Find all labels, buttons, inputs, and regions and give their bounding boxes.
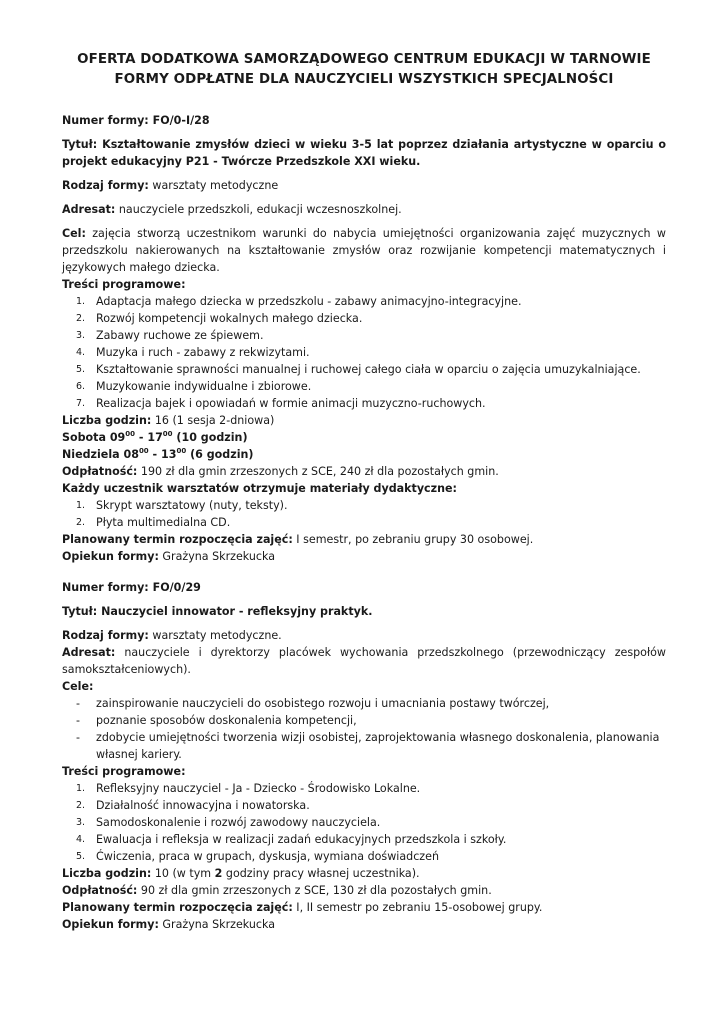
- header-line-1: OFERTA DODATKOWA SAMORZĄDOWEGO CENTRUM EDUKACJI W TARNOWIE: [77, 52, 651, 67]
- list-item: [62, 797, 666, 814]
- form-fee: [62, 882, 666, 899]
- form-type-label: Rodzaj formy:: [62, 629, 149, 642]
- list-item: [62, 514, 666, 531]
- schedule-text: - 17: [135, 431, 163, 444]
- form-hours-value-tail: godziny pracy własnej uczestnika).: [222, 867, 420, 880]
- form-number: [62, 579, 666, 596]
- form-addressee-label: Adresat:: [62, 203, 116, 216]
- list-text: Płyta multimedialna CD.: [96, 516, 231, 529]
- list-item: [62, 327, 666, 344]
- form-start: [62, 899, 666, 916]
- form-hours-value: 16 (1 sesja 2-dniowa): [151, 414, 275, 427]
- list-item: [62, 712, 666, 729]
- list-text: Działalność innowacyjna i nowatorska.: [96, 799, 310, 812]
- list-text: Adaptacja małego dziecka w przedszkolu - zabawy animacyjno-integracyjne.: [96, 295, 522, 308]
- schedule-text: (6 godzin): [186, 448, 254, 461]
- list-dash: -: [76, 714, 81, 727]
- form-start: [62, 531, 666, 548]
- form-title-value: Kształtowanie zmysłów dzieci w wieku 3-5 lat poprzez działania artystyczne w oparciu o projekt edukacyjny P21 - Twórcze Przedszkole XXI wieku.: [62, 138, 667, 168]
- list-item: [62, 395, 666, 412]
- form-title-label: Tytuł:: [62, 138, 103, 151]
- form-start-label: Planowany termin rozpoczęcia zajęć:: [62, 901, 293, 914]
- form-start-value: I semestr, po zebraniu grupy 30 osobowej.: [292, 533, 534, 546]
- list-text: Samodoskonalenie i rozwój zawodowy nauczyciela.: [96, 816, 381, 829]
- form-tutor: [62, 916, 666, 933]
- list-number: 5.: [76, 364, 86, 375]
- goals-heading: Cele:: [62, 680, 94, 693]
- list-item: [62, 814, 666, 831]
- form-number-label: Numer formy:: [62, 114, 153, 127]
- form-title-label: Tytuł:: [62, 605, 102, 618]
- form-addressee-value: nauczyciele i dyrektorzy placówek wychowania przedszkolnego (przewodniczący zespołów samokształceniowych).: [62, 646, 666, 676]
- form-tutor: [62, 548, 666, 565]
- list-number: 1.: [76, 500, 86, 511]
- form-fee-value: 90 zł dla gmin zrzeszonych z SCE, 130 zł dla pozostałych gmin.: [137, 884, 492, 897]
- list-item: [62, 780, 666, 797]
- list-text: Zabawy ruchowe ze śpiewem.: [96, 329, 264, 342]
- schedule-text: (10 godzin): [172, 431, 248, 444]
- schedule-text: Niedziela 08: [62, 448, 139, 461]
- list-number: 1.: [76, 783, 86, 794]
- form-title-value: Nauczyciel innowator - refleksyjny praktyk.: [101, 605, 373, 618]
- form-addressee: [62, 201, 666, 218]
- list-text: Realizacja bajek i opowiadań w formie animacji muzyczno-ruchowych.: [96, 397, 486, 410]
- list-number: 7.: [76, 398, 86, 409]
- schedule-sunday: [62, 446, 666, 463]
- schedule-saturday: [62, 429, 666, 446]
- schedule-sup: 00: [176, 447, 187, 455]
- form-addressee-label: Adresat:: [62, 646, 116, 659]
- list-number: 6.: [76, 381, 86, 392]
- form-fee-label: Odpłatność:: [62, 465, 138, 478]
- list-number: 2.: [76, 517, 86, 528]
- list-item: [62, 310, 666, 327]
- list-number: 2.: [76, 313, 86, 324]
- form-fee: [62, 463, 666, 480]
- document-header: [62, 50, 666, 90]
- form-hours-value: 10 (w tym: [151, 867, 215, 880]
- list-item: [62, 378, 666, 395]
- form-section-1: [62, 112, 666, 565]
- form-goal-value: zajęcia stworzą uczestnikom warunki do nabycia umiejętności organizowania zajęć muzycznych w przedszkolu nakierowanych na kształtowanie zmysłów oraz rozwijanie kompetencji matematycznych i językowych małego dziecka.: [62, 227, 666, 274]
- list-text: Ćwiczenia, praca w grupach, dyskusja, wymiana doświadczeń: [96, 850, 439, 863]
- materials-list: [62, 497, 666, 531]
- form-type-label: Rodzaj formy:: [62, 179, 149, 192]
- form-number-label: Numer formy:: [62, 581, 153, 594]
- schedule-sup: 00: [138, 447, 149, 455]
- list-text: Rozwój kompetencji wokalnych małego dziecka.: [96, 312, 363, 325]
- list-number: 3.: [76, 817, 86, 828]
- form-tutor-value: Grażyna Skrzekucka: [158, 918, 276, 931]
- list-text: zainspirowanie nauczycieli do osobistego rozwoju i umacniania postawy twórczej,: [96, 697, 550, 710]
- form-tutor-label: Opiekun formy:: [62, 550, 159, 563]
- schedule-sup: 00: [162, 430, 173, 438]
- list-number: 5.: [76, 851, 86, 862]
- schedule-sup: 00: [125, 430, 136, 438]
- list-dash: -: [76, 731, 81, 744]
- list-item: [62, 293, 666, 310]
- list-item: [62, 695, 666, 712]
- list-text: Ewaluacja i refleksja w realizacji zadań edukacyjnych przedszkola i szkoły.: [96, 833, 507, 846]
- list-item: [62, 344, 666, 361]
- form-number-value: FO/0-I/28: [152, 114, 210, 127]
- list-number: 4.: [76, 834, 86, 845]
- form-start-label: Planowany termin rozpoczęcia zajęć:: [62, 533, 293, 546]
- list-number: 2.: [76, 800, 86, 811]
- form-addressee-value: nauczyciele przedszkoli, edukacji wczesnoszkolnej.: [115, 203, 402, 216]
- form-tutor-value: Grażyna Skrzekucka: [158, 550, 276, 563]
- form-tutor-label: Opiekun formy:: [62, 918, 159, 931]
- header-line-2: FORMY ODPŁATNE DLA NAUCZYCIELI WSZYSTKICH SPECJALNOŚCI: [114, 72, 614, 87]
- list-text: poznanie sposobów doskonalenia kompetencji,: [96, 714, 357, 727]
- form-title: [62, 136, 666, 170]
- schedule-text: - 13: [148, 448, 177, 461]
- content-heading: Treści programowe:: [62, 278, 186, 291]
- list-text: Refleksyjny nauczyciel - Ja - Dziecko - Środowisko Lokalne.: [96, 782, 421, 795]
- form-fee-label: Odpłatność:: [62, 884, 138, 897]
- form-section-2: [62, 579, 666, 933]
- form-addressee: [62, 644, 666, 678]
- form-title: [62, 603, 666, 620]
- form-number: [62, 112, 666, 129]
- form-type: [62, 177, 666, 194]
- content-list: [62, 780, 666, 865]
- form-type-value: warsztaty metodyczne.: [148, 629, 282, 642]
- form-start-value: I, II semestr po zebraniu 15-osobowej grupy.: [292, 901, 543, 914]
- list-item: [62, 831, 666, 848]
- list-item: [62, 361, 666, 378]
- document-page: [62, 50, 666, 933]
- form-fee-value: 190 zł dla gmin zrzeszonych z SCE, 240 zł dla pozostałych gmin.: [137, 465, 499, 478]
- list-dash: -: [76, 697, 81, 710]
- list-text: Kształtowanie sprawności manualnej i ruchowej całego ciała w oparciu o zajęcia umuzykalniające.: [96, 363, 641, 376]
- form-number-value: FO/0/29: [152, 581, 201, 594]
- form-hours-value-bold: 2: [214, 867, 223, 880]
- goals-list: [62, 695, 666, 763]
- list-text: zdobycie umiejętności tworzenia wizji osobistej, zaprojektowania własnego doskonalenia, planowania własnej kariery.: [96, 731, 660, 761]
- list-number: 3.: [76, 330, 86, 341]
- schedule-text: Sobota 09: [62, 431, 126, 444]
- form-hours: [62, 865, 666, 882]
- form-hours-label: Liczba godzin:: [62, 414, 152, 427]
- form-type: [62, 627, 666, 644]
- list-text: Muzyka i ruch - zabawy z rekwizytami.: [96, 346, 310, 359]
- content-list: [62, 293, 666, 412]
- list-text: Skrypt warsztatowy (nuty, teksty).: [96, 499, 288, 512]
- form-goal-label: Cel:: [62, 227, 86, 240]
- form-hours: [62, 412, 666, 429]
- materials-heading: Każdy uczestnik warsztatów otrzymuje materiały dydaktyczne:: [62, 482, 457, 495]
- form-type-value: warsztaty metodyczne: [148, 179, 279, 192]
- content-heading: Treści programowe:: [62, 765, 186, 778]
- list-item: [62, 497, 666, 514]
- list-number: 4.: [76, 347, 86, 358]
- form-goal: [62, 225, 666, 276]
- form-hours-label: Liczba godzin:: [62, 867, 152, 880]
- list-item: [62, 848, 666, 865]
- list-item: [62, 729, 666, 763]
- list-text: Muzykowanie indywidualne i zbiorowe.: [96, 380, 312, 393]
- list-number: 1.: [76, 296, 86, 307]
